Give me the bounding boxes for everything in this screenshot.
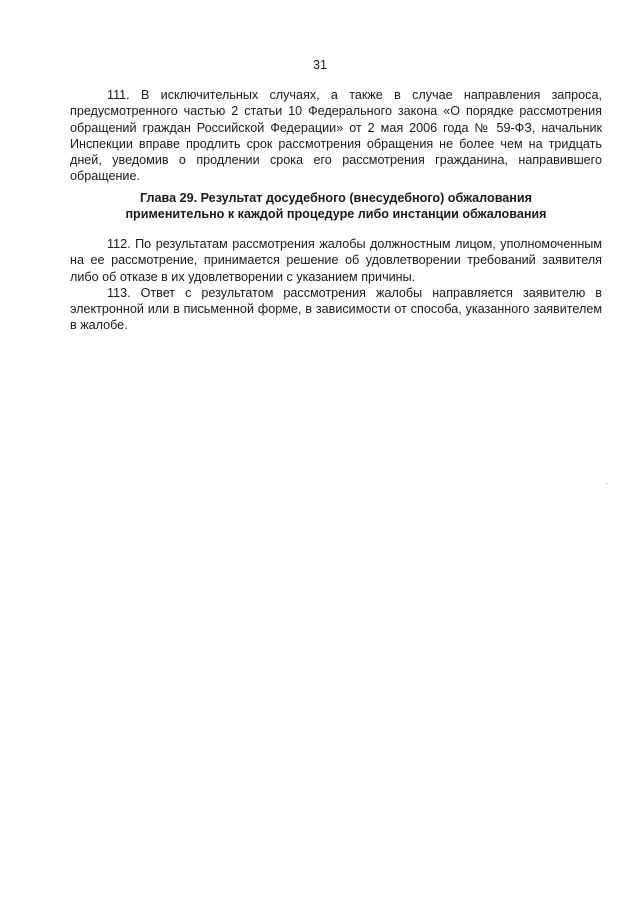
paragraph-111: 111. В исключительных случаях, а также в случае направления запроса, предусмотренного частью 2 статьи 10 Федерального закона «О порядке рассмотрения обращений граждан Российской Федерации» от 2 мая 2006 года № 59-ФЗ, начальник Инспекции вправе продлить срок рассмотрения обращения не более чем на тридцать дней, уведомив о продлении срока его рассмотрения гражданина, направившего обращение. [70,88,602,184]
paragraph-112: 112. По результатам рассмотрения жалобы должностным лицом, уполномоченным на ее рассмотрение, принимается решение об удовлетворении требований заявителя либо об отказе в их удовлетворении с указанием причины. [70,237,602,284]
chapter-heading-line-1: Глава 29. Результат досудебного (внесудебного) обжалования [140,191,532,205]
chapter-heading-line-2: применительно к каждой процедуре либо инстанции обжалования [125,207,547,222]
paragraph-113: 113. Ответ с результатом рассмотрения жалобы направляется заявителю в электронной или в письменной форме, в зависимости от способа, указанного заявителем в жалобе. [70,285,602,333]
scan-speck [606,483,607,484]
chapter-heading [70,190,602,223]
section-paragraph-111 [70,87,602,185]
section-paragraphs-112-113 [70,236,602,334]
page-number: 31 [313,58,327,72]
